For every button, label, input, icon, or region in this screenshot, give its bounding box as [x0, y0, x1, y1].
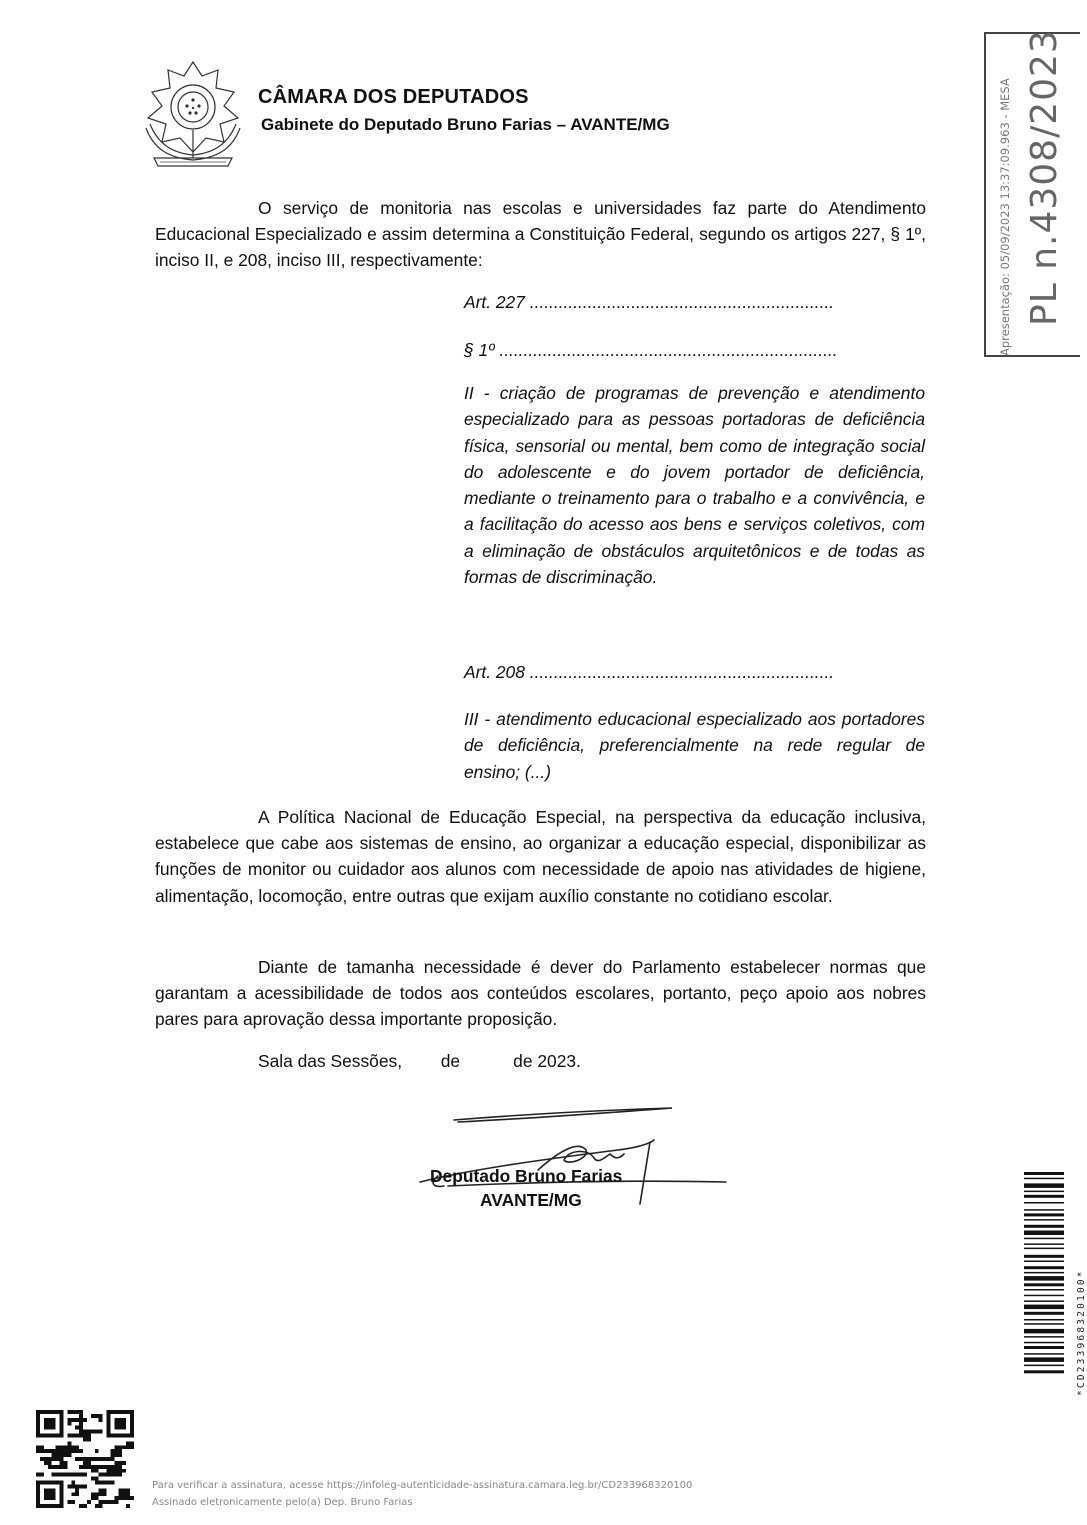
art-208-line: Art. 208 ...............................................................	[464, 662, 835, 682]
art-227-line: Art. 227 ...............................................................	[464, 292, 835, 312]
stamp-number: PL n.4308/2023	[1024, 29, 1065, 326]
inciso-iii-quote: III - atendimento educacional especializado aos portadores de deficiência, preferencialmente na rede regular de ensino; (...)	[464, 709, 925, 782]
protocol-stamp	[984, 29, 1080, 357]
date-line: Sala das Sessões, de de 2023.	[258, 1051, 581, 1071]
verify-signature-text: Para verificar a assinatura, acesse https://infoleg-autenticidade-assinatura.camara.leg.br/CD233968320100	[152, 1480, 693, 1491]
institution-title: CÂMARA DOS DEPUTADOS	[258, 86, 529, 108]
signatory-party: AVANTE/MG	[480, 1190, 582, 1210]
signed-by-text: Assinado eletronicamente pelo(a) Dep. Bruno Farias	[152, 1497, 413, 1508]
inciso-ii-quote: II - criação de programas de prevenção e atendimento especializado para as pessoas portadoras de deficiência física, sensorial ou mental, bem como de integração social do adolescente e do jovem portador de deficiência, mediante o treinamento para o trabalho e a convivência, e a facilitação do acesso aos bens e serviços coletivos, com a eliminação de obstáculos arquitetônicos e de todas as formas de discriminação.	[464, 383, 925, 588]
office-subtitle: Gabinete do Deputado Bruno Farias – AVANTE/MG	[261, 115, 670, 134]
paragraph-2: A Política Nacional de Educação Especial, na perspectiva da educação inclusiva, estabelece que cabe aos sistemas de ensino, ao organizar a educação especial, disponibilizar as funções de monitor ou cuidador aos alunos com necessidade de apoio nas atividades de higiene, alimentação, locomoção, entre outras que exijam auxílio constante no cotidiano escolar.	[155, 807, 926, 906]
paragraph-1-line: § 1º ......................................................................	[464, 340, 838, 360]
stamp-meta: Apresentação: 05/09/2023 13:37:09.963 - MESA	[998, 78, 1012, 356]
paragraph-3: Diante de tamanha necessidade é dever do Parlamento estabelecer normas que garantam a acessibilidade de todos aos conteúdos escolares, portanto, peço apoio aos nobres pares para aprovação dessa importante proposição.	[155, 957, 926, 1030]
barcode-text: *CD233968320100*	[1076, 1269, 1087, 1396]
qr-code[interactable]	[36, 1410, 134, 1508]
coat-of-arms-logo	[140, 58, 246, 170]
barcode	[1024, 1172, 1064, 1394]
paragraph-1: O serviço de monitoria nas escolas e universidades faz parte do Atendimento Educacional Especializado e assim determina a Constituição Federal, segundo os artigos 227, § 1º, inciso II, e 208, inciso III, respectivamente:	[155, 198, 926, 271]
signatory-name: Deputado Bruno Farias	[430, 1166, 623, 1186]
